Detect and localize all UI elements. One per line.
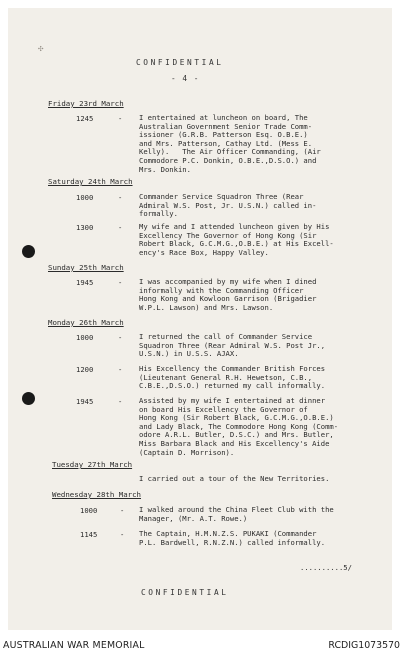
entry-dash: - bbox=[118, 397, 123, 406]
entry-time: 1000 bbox=[76, 193, 94, 202]
entry-dash: - bbox=[118, 114, 123, 123]
entry-dash: - bbox=[118, 223, 123, 232]
entry-dash: - bbox=[118, 333, 123, 342]
entry-time: 1000 bbox=[80, 506, 98, 515]
day-heading: Sunday 25th March bbox=[48, 263, 124, 272]
entry-dash: - bbox=[118, 365, 123, 374]
page-number: - 4 - bbox=[171, 74, 200, 83]
entry-dash: - bbox=[120, 506, 125, 515]
entry-text: Commander Service Squadron Three (Rear Admiral W.S. Post, Jr. U.S.N.) called in- formally. bbox=[139, 192, 317, 219]
entry-text: I returned the call of Commander Service Squadron Three (Rear Admiral W.S. Post Jr., U.S.N.) in U.S.S. AJAX. bbox=[139, 332, 326, 359]
header-classification: CONFIDENTIAL bbox=[136, 58, 224, 67]
entry-time: 1945 bbox=[76, 278, 94, 287]
archive-footer bbox=[0, 637, 403, 653]
entry-text: His Excellency the Commander British Forces (Lieutenant General R.H. Hewetson, C.B., C.B.E.,D.S.O.) returned my call informally. bbox=[139, 364, 326, 391]
day-heading: Saturday 24th March bbox=[48, 177, 133, 186]
day-heading: Monday 26th March bbox=[48, 318, 124, 327]
entry-text: I was accompanied by my wife when I dined informally with the Commanding Officer Hong Kong and Kowloon Garrison (Brigadier W.P.L. Lawson) and Mrs. Lawson. bbox=[139, 277, 317, 312]
entry-text: I walked around the China Fleet Club with the Manager, (Mr. A.T. Rowe.) bbox=[139, 505, 334, 523]
entry-text: I carried out a tour of the New Territories. bbox=[139, 474, 330, 483]
entry-time: 1200 bbox=[76, 365, 94, 374]
punch-hole-bottom bbox=[22, 392, 35, 405]
document-page bbox=[8, 8, 392, 630]
footer-classification: CONFIDENTIAL bbox=[141, 588, 229, 597]
entry-dash: - bbox=[120, 530, 125, 539]
entry-dash: - bbox=[118, 193, 123, 202]
entry-text: I entertained at luncheon on board, The Australian Government Senior Trade Comm- issioner (G.R.B. Patterson Esq. O.B.E.) and Mrs. Patterson, Cathay Ltd. (Mess E. Kelly). The Air Officer Commanding, (Air Commodore P.C. Donkin, O.B.E.,D.S.O.) and Mrs. Donkin. bbox=[139, 113, 321, 174]
day-heading: Friday 23rd March bbox=[48, 99, 124, 108]
entry-text: My wife and I attended luncheon given by His Excellency The Governor of Hong Kong (Sir Robert Black, G.C.M.G.,O.B.E.) at His Excell- ency's Race Box, Happy Valley. bbox=[139, 222, 334, 257]
day-heading: Wednesday 28th March bbox=[52, 490, 141, 499]
punch-hole-top bbox=[22, 245, 35, 258]
entry-dash: - bbox=[118, 278, 123, 287]
entry-time: 1000 bbox=[76, 333, 94, 342]
entry-time: 1245 bbox=[76, 114, 94, 123]
day-heading: Tuesday 27th March bbox=[52, 460, 133, 469]
entry-text: The Captain, H.M.N.Z.S. PUKAKI (Commander P.L. Bardwell, R.N.Z.N.) called informally. bbox=[139, 529, 326, 547]
entry-time: 1145 bbox=[80, 530, 98, 539]
entry-time: 1945 bbox=[76, 397, 94, 406]
continuation-mark: ..........5/ bbox=[300, 563, 352, 572]
entry-text: Assisted by my wife I entertained at dinner on board His Excellency the Governor of Hong Kong (Sir Robert Black, G.C.M.G.,O.B.E.) and Lady Black, The Commodore Hong Kong (Comm- odore A.R.L. Butler, D.S.C.) and Mrs. Butler, Miss Barbara Black and His Excellency's Aide (Captain D. Morrison). bbox=[139, 396, 339, 457]
entry-time: 1300 bbox=[76, 223, 94, 232]
paper-mark: ✣ bbox=[38, 44, 44, 54]
archive-record-id: RCDIG1073570 bbox=[328, 640, 400, 651]
archive-name: AUSTRALIAN WAR MEMORIAL bbox=[3, 640, 145, 651]
